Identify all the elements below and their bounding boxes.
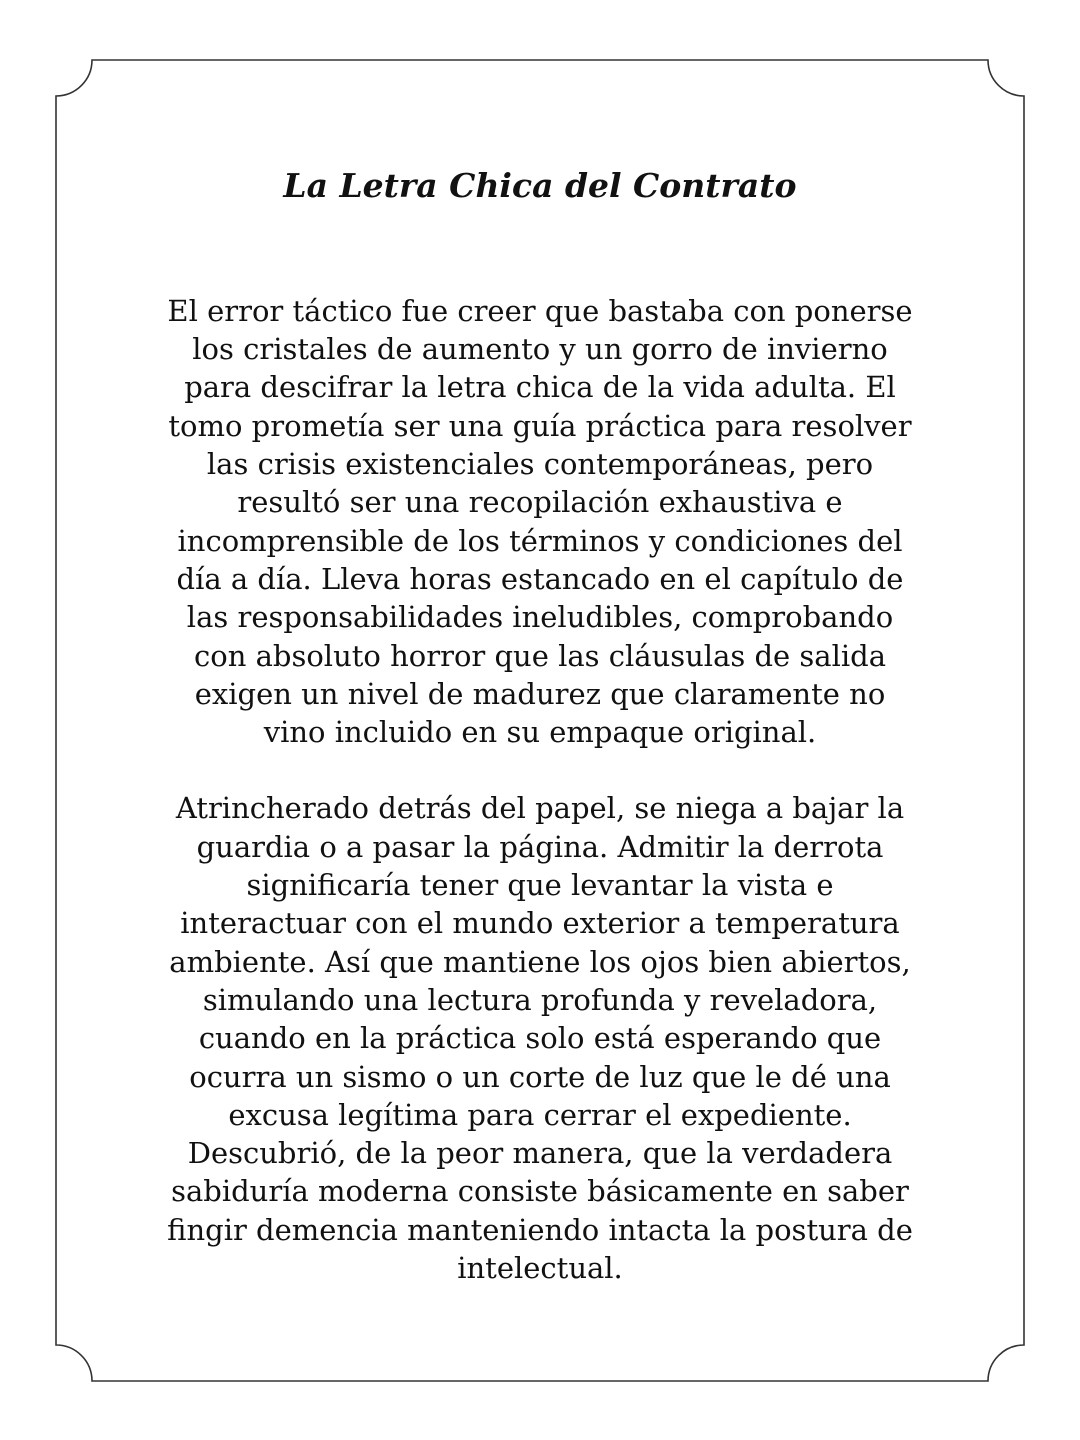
document-title: La Letra Chica del Contrato: [283, 166, 797, 205]
document-body: [120, 165, 960, 1287]
paragraph: Atrincherado detrás del papel, se niega a bajar la guardia o a pasar la página. Admitir la derrota significaría tener que levantar la vista e interactuar con el mundo exterior a temperatura ambiente. Así que mantiene los ojos bien abiertos, simulando una lectura profunda y reveladora, cuando en la práctica solo está esperando que ocurra un sismo o un corte de luz que le dé una excusa legítima para cerrar el expediente. Descubrió, de la peor manera, que la verdadera sabiduría moderna consiste básicamente en saber fingir demencia manteniendo intacta la postura de intelectual.: [167, 791, 913, 1286]
paragraph: El error táctico fue creer que bastaba con ponerse los cristales de aumento y un gorro de invierno para descifrar la letra chica de la vida adulta. El tomo prometía ser una guía práctica para resolver las crisis existenciales contemporáneas, pero resultó ser una recopilación exhaustiva e incomprensible de los términos y condiciones del día a día. Lleva horas estancado en el capítulo de las responsabilidades ineludibles, comprobando con absoluto horror que las cláusulas de salida exigen un nivel de madurez que claramente no vino incluido en su empaque original.: [167, 293, 913, 750]
